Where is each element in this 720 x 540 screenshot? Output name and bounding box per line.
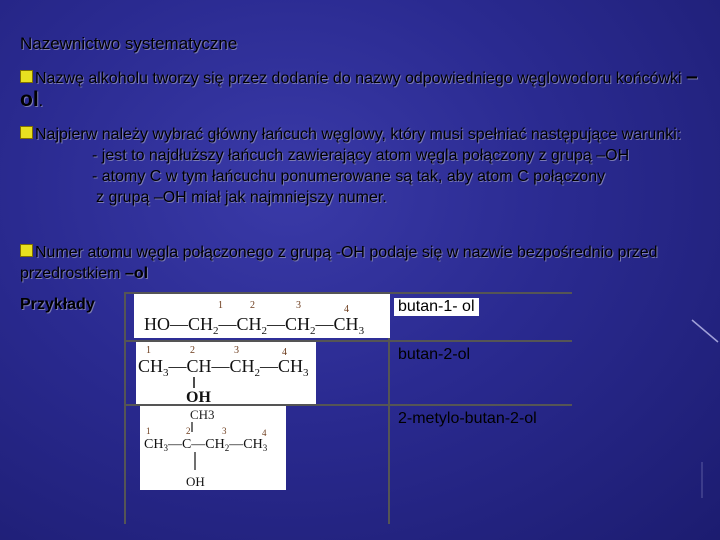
carbon-number: 2: [190, 345, 195, 356]
condition-3: z grupą –OH miał jak najmniejszy numer.: [96, 189, 387, 206]
formula-2-metylo-butan-2-ol: [140, 406, 286, 490]
example-name: butan-2-ol: [398, 346, 471, 363]
p3-suffix: –ol: [124, 265, 149, 282]
page-title: Nazewnictwo systematyczne: [20, 34, 238, 53]
carbon-number: 3: [222, 426, 227, 436]
p2-text: Najpierw należy wybrać główny łańcuch węglowy, który musi spełniać następujące warunki:: [35, 126, 682, 143]
carbon-number: 4: [282, 347, 287, 358]
p3-text: Numer atomu węgla połączonego z grupą -OH podaje się w nazwie bezpośrednio przed przedrostkiem: [20, 244, 658, 282]
carbon-number: 2: [186, 426, 191, 436]
formula-text: $CH_3—C—CH_2—CH_3$: [144, 437, 268, 453]
carbon-number: 1: [218, 300, 223, 311]
paragraph-chain-rule: [20, 124, 710, 208]
hydroxyl-group: OH: [186, 474, 205, 489]
carbon-number: 1: [146, 426, 151, 436]
carbon-number: 1: [146, 345, 151, 356]
condition-2: - atomy C w tym łańcuchu ponumerowane są tak, aby atom C połączony: [92, 168, 606, 185]
examples-label: Przykłady: [20, 296, 95, 313]
examples-table: [124, 292, 572, 524]
formula-butan-2-ol: [136, 342, 316, 404]
formula-butan-1-ol: [134, 294, 390, 338]
example-name: butan-1- ol: [394, 298, 479, 316]
bullet-icon: [20, 244, 33, 257]
decorative-line: [700, 460, 720, 500]
formula-text: $HO—CH_2—CH_2—CH_2—CH_3$: [144, 314, 365, 337]
p1-suffix: –ol: [20, 65, 698, 111]
carbon-number: 3: [296, 300, 301, 311]
condition-1: - jest to najdłuższy łańcuch zawierający atom węgla połączony z grupą –OH: [92, 147, 630, 164]
methyl-group: CH3: [190, 407, 215, 422]
p1-end: .: [38, 93, 44, 110]
bullet-icon: [20, 126, 33, 139]
example-name: 2-metylo-butan-2-ol: [398, 410, 537, 427]
carbon-number: 4: [344, 304, 349, 315]
carbon-number: 4: [262, 428, 267, 438]
paragraph-suffix-rule: [20, 66, 710, 112]
paragraph-numbering-rule: [20, 242, 710, 284]
bullet-icon: [20, 70, 33, 83]
carbon-number: 3: [234, 345, 239, 356]
hydroxyl-group: OH: [186, 389, 211, 404]
table-border: [124, 292, 126, 524]
formula-text: $CH_3—CH—CH_2—CH_3$: [138, 356, 309, 379]
p1-text: Nazwę alkoholu tworzy się przez dodanie do nazwy odpowiedniego węglowodoru końcówki: [35, 70, 687, 87]
decorative-line: [690, 300, 720, 350]
carbon-number: 2: [250, 300, 255, 311]
